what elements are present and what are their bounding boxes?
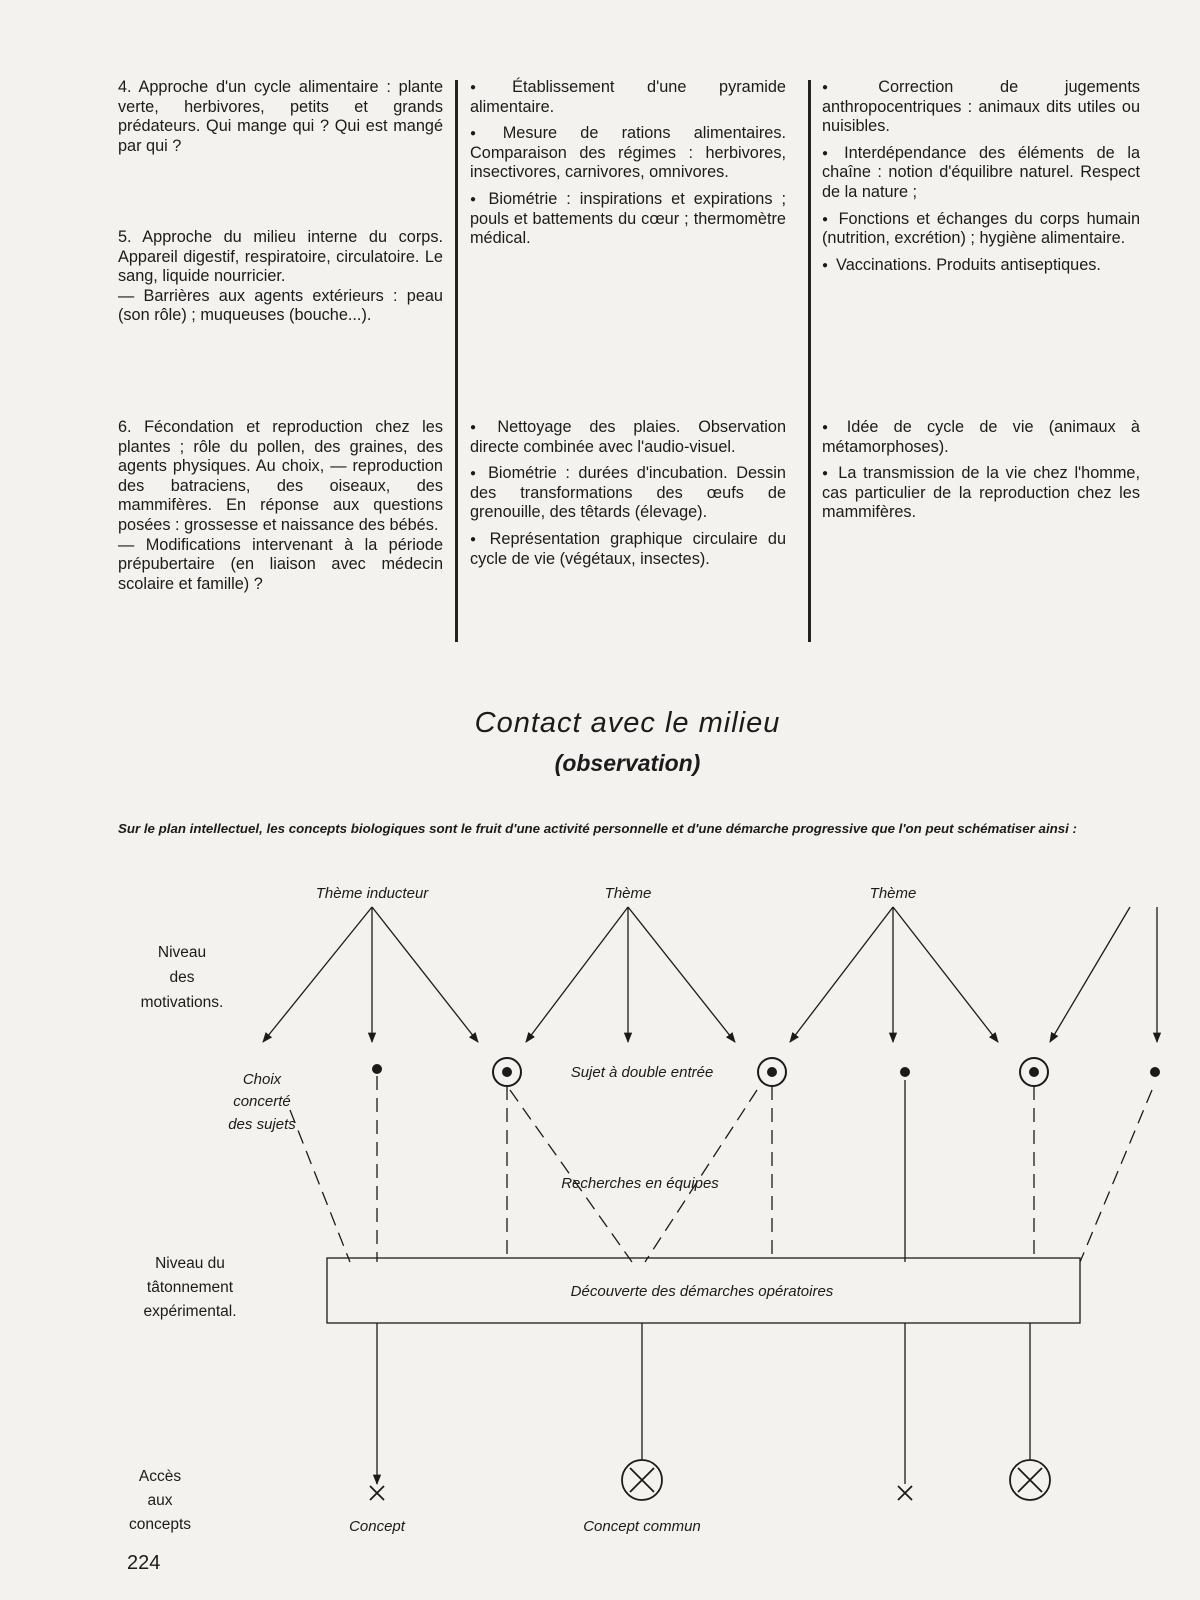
- bullet-item: ● Biométrie : durées d'incubation. Dessin des transformations des œufs de grenouille, des têtards (élevage).: [470, 464, 786, 523]
- bullet-item: ● Correction de jugements anthropocentriques : animaux dits utiles ou nuisibles.: [822, 78, 1140, 137]
- sujet-double-label: Sujet à double entrée: [570, 1064, 714, 1081]
- recherches-label: Recherches en équipes: [561, 1175, 719, 1192]
- item-4: 4. Approche d'un cycle alimentaire : plante verte, herbivores, petits et grands prédateurs. Qui mange qui ? Qui est mangé par qui ?: [118, 78, 443, 155]
- svg-text:concerté: concerté: [233, 1093, 291, 1110]
- bullet-item: ● Établissement d'une pyramide alimentaire.: [470, 78, 786, 117]
- svg-text:tâtonnement: tâtonnement: [146, 1279, 234, 1296]
- bullet-item: ● Biométrie : inspirations et expirations ; pouls et battements du cœur ; thermomètre médical.: [470, 190, 786, 249]
- svg-text:expérimental.: expérimental.: [143, 1303, 237, 1320]
- svg-text:Niveau: Niveau: [157, 944, 207, 961]
- concept-cross-icon: [898, 1486, 912, 1500]
- subject-dot: [1150, 1067, 1160, 1077]
- section-intro: Sur le plan intellectuel, les concepts biologiques sont le fruit d'une activité personnelle et d'une démarche progressive que l'on peut schématiser ainsi :: [118, 821, 1077, 836]
- svg-text:Niveau du: Niveau du: [155, 1255, 225, 1272]
- concept-commun-icon: [1010, 1460, 1050, 1500]
- concept-label: Concept: [349, 1518, 405, 1535]
- section-title: Contact avec le milieu: [474, 707, 781, 739]
- concept-commun-icon: [622, 1460, 662, 1500]
- bullet-item: ● Représentation graphique circulaire du cycle de vie (végétaux, insectes).: [470, 530, 786, 569]
- svg-text:des sujets: des sujets: [228, 1116, 296, 1133]
- svg-text:concepts: concepts: [128, 1516, 192, 1533]
- theme-inducteur-label: Thème inducteur: [315, 885, 429, 902]
- svg-text:aux: aux: [147, 1492, 173, 1509]
- subject-dot: [372, 1064, 382, 1074]
- bullet-item: ● Nettoyage des plaies. Observation directe combinée avec l'audio-visuel.: [470, 418, 786, 457]
- svg-text:des: des: [169, 969, 195, 986]
- bullet-item: ● Fonctions et échanges du corps humain (nutrition, excrétion) ; hygiène alimentaire.: [822, 210, 1140, 249]
- item-6: 6. Fécondation et reproduction chez les plantes ; rôle du pollen, des graines, des agents physiques. Au choix, — reproduction des batraciens, des oiseaux, des mammifères. En réponse aux questions posées : grossesse et naissance des bébés. — Modifications intervenant à la période prépubertaire (en liaison avec médecin scolaire et famille) ?: [118, 418, 443, 593]
- research-dashed-lines: [290, 1076, 1152, 1262]
- subject-dot: [900, 1067, 910, 1077]
- item-5: 5. Approche du milieu interne du corps. Appareil digestif, respiratoire, circulatoire. Le sang, liquide nourricier. — Barrières aux agents extérieurs : peau (son rôle) ; muqueuses (bouche...).: [118, 228, 443, 325]
- decouverte-label: Découverte des démarches opératoires: [570, 1283, 834, 1300]
- concept-commun-label: Concept commun: [583, 1518, 701, 1535]
- theme-label: Thème: [869, 885, 917, 902]
- bullet-item: ● Vaccinations. Produits antiseptiques.: [822, 256, 1140, 276]
- page-number: 224: [127, 1552, 161, 1574]
- bullet-item: ● Interdépendance des éléments de la chaîne : notion d'équilibre naturel. Respect de la nature ;: [822, 144, 1140, 203]
- concept-cross-icon: [370, 1486, 384, 1500]
- bullet-item: ● Idée de cycle de vie (animaux à métamorphoses).: [822, 418, 1140, 457]
- section-subtitle: (observation): [554, 750, 701, 776]
- svg-text:Accès: Accès: [138, 1468, 182, 1485]
- theme-label: Thème: [604, 885, 652, 902]
- svg-text:motivations.: motivations.: [140, 994, 224, 1011]
- motivation-arrows: [263, 907, 1157, 1042]
- bullet-item: ● La transmission de la vie chez l'homme, cas particulier de la reproduction chez les mammifères.: [822, 464, 1140, 523]
- bullet-item: ● Mesure de rations alimentaires. Comparaison des régimes : herbivores, insectivores, carnivores, omnivores.: [470, 124, 786, 183]
- svg-text:Choix: Choix: [242, 1071, 282, 1088]
